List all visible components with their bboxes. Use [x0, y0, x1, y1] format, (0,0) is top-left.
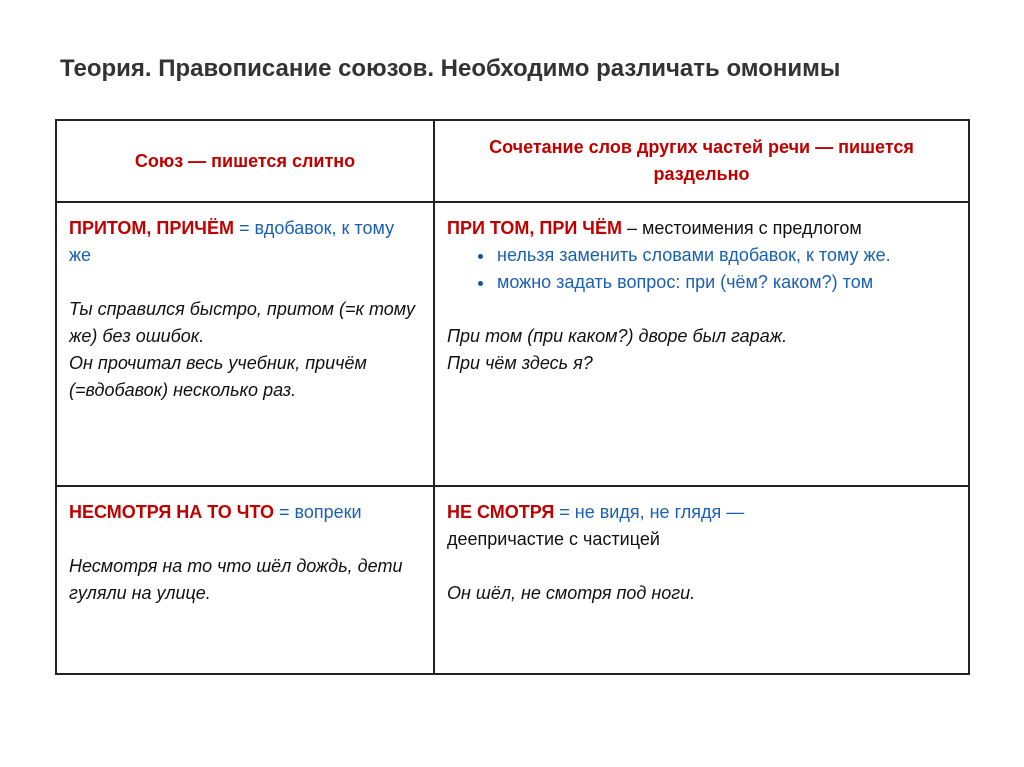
example: Несмотря на то что шёл дождь, дети гуляли на улице.	[69, 556, 403, 603]
example: При чём здесь я?	[447, 353, 593, 373]
cell-ne-smotrya	[434, 486, 969, 674]
header-conjunction: Союз — пишется слитно	[56, 120, 434, 202]
slide-title: Теория. Правописание союзов. Необходимо различать омонимы	[60, 55, 841, 82]
meaning-note: деепричастие с частицей	[447, 529, 660, 549]
meaning: = вдобавок, к тому же	[69, 218, 395, 265]
meaning: – местоимения с предлогом	[627, 218, 862, 238]
term: НЕСМОТРЯ НА ТО ЧТО	[69, 502, 274, 522]
term: ПРИ ТОМ, ПРИ ЧЁМ	[447, 218, 622, 238]
rule-list	[447, 242, 956, 296]
example: При том (при каком?) дворе был гараж.	[447, 326, 788, 346]
example: Он шёл, не смотря под ноги.	[447, 583, 696, 603]
table-row	[56, 202, 969, 486]
term: ПРИТОМ, ПРИЧЁМ	[69, 218, 234, 238]
example: Ты справился быстро, притом (=к тому же) без ошибок.	[69, 299, 415, 346]
header-other-parts: Сочетание слов других частей речи — пишется раздельно	[434, 120, 969, 202]
table-header-row	[56, 120, 969, 202]
cell-pritom	[56, 202, 434, 486]
cell-pri-tom	[434, 202, 969, 486]
list-item: • можно задать вопрос: при (чём? каком?) том	[495, 269, 956, 296]
list-item: • нельзя заменить словами вдобавок, к тому же.	[495, 242, 956, 269]
meaning: = не видя, не глядя —	[559, 502, 745, 522]
cell-nesmotrya	[56, 486, 434, 674]
meaning: = вопреки	[279, 502, 362, 522]
term: НЕ СМОТРЯ	[447, 502, 555, 522]
comparison-table	[55, 119, 970, 675]
table-row	[56, 486, 969, 674]
example: Он прочитал весь учебник, причём (=вдобавок) несколько раз.	[69, 353, 367, 400]
